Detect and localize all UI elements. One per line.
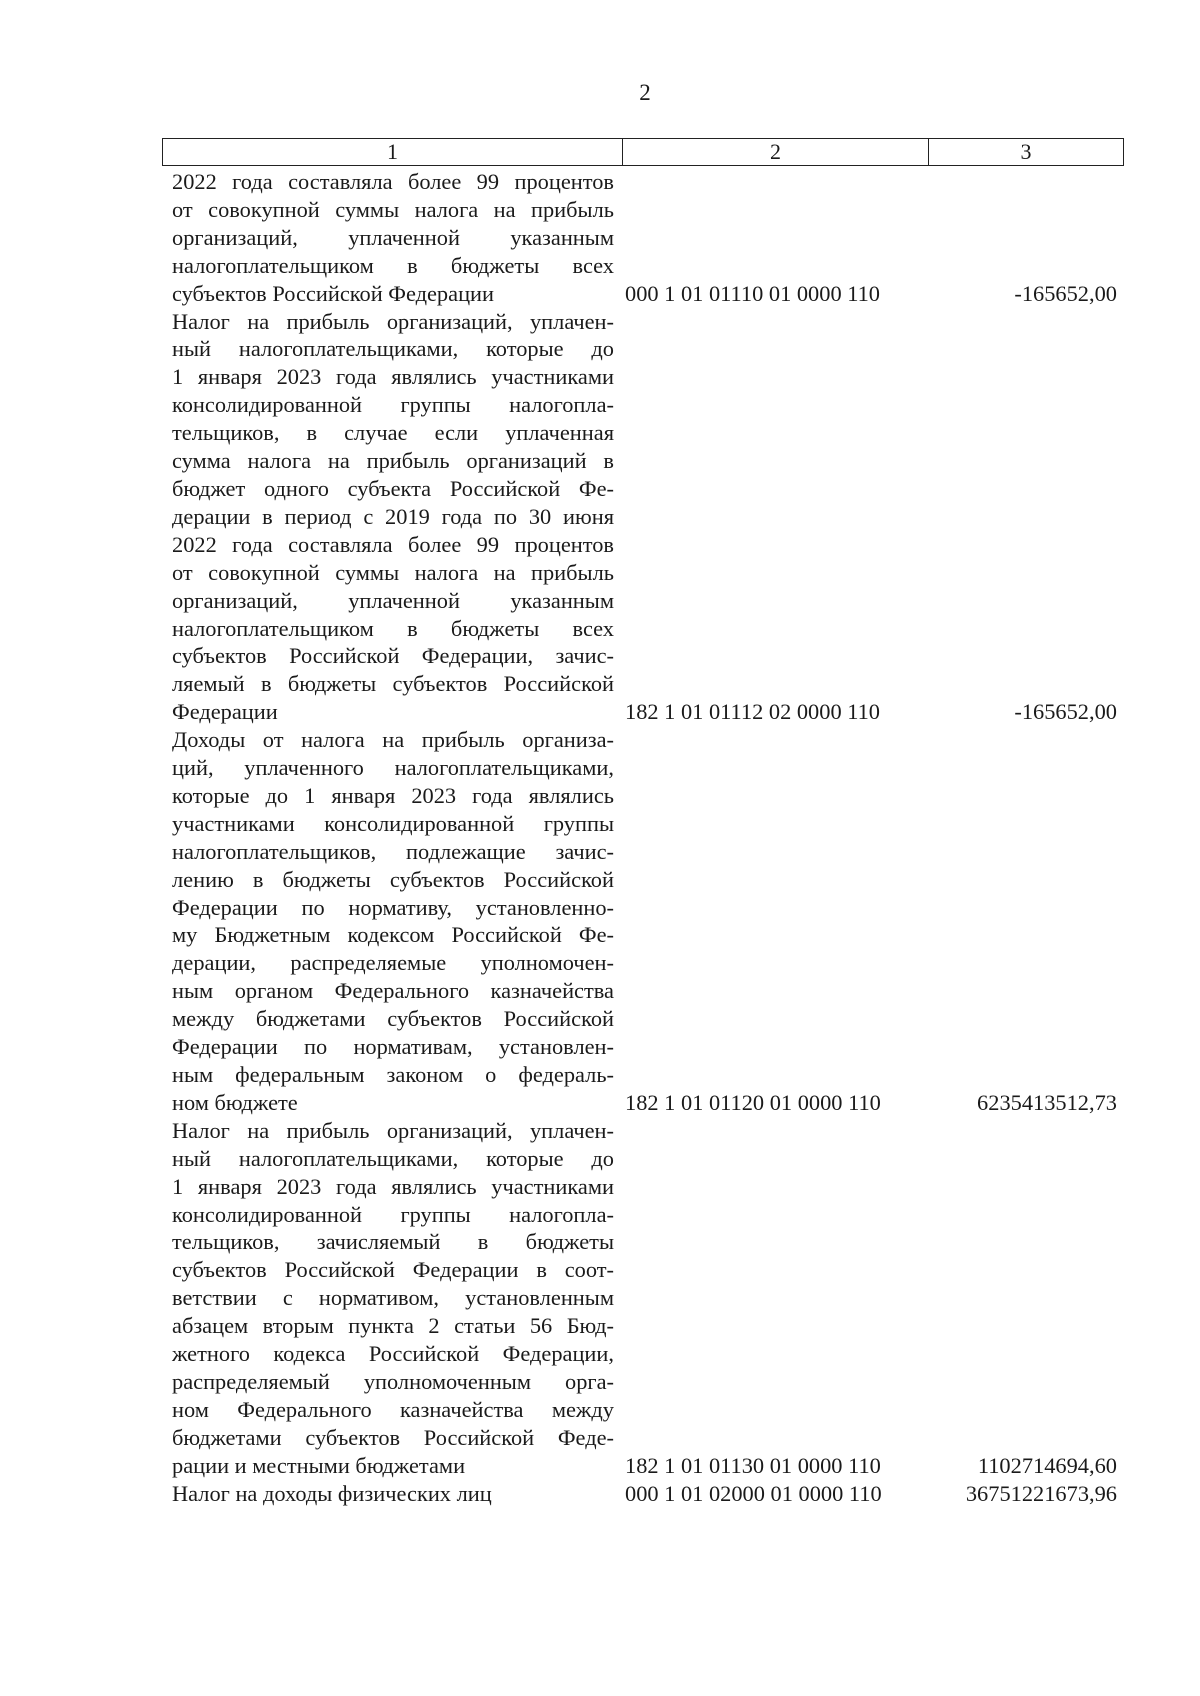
row-description (172, 1117, 614, 1480)
description-line: дерации в период с 2019 года по 30 июня (172, 503, 614, 529)
description-line: ный налогоплательщиками, которые до (172, 1145, 614, 1171)
description-line: абзацем вторым пункта 2 статьи 56 Бюд- (172, 1313, 614, 1339)
row-code: 000 1 01 02000 01 0000 110 (625, 1480, 882, 1506)
description-line: тельщиков, зачисляемый в бюджеты (172, 1229, 614, 1255)
row-code: 182 1 01 01130 01 0000 110 (625, 1452, 881, 1478)
description-line: ном бюджете (172, 1089, 298, 1115)
description-line: которые до 1 января 2023 года являлись (172, 782, 614, 808)
row-amount: 6235413512,73 (977, 1089, 1117, 1115)
description-line: тельщиков, в случае если уплаченная (172, 420, 614, 446)
row-description (172, 1480, 614, 1508)
page-number: 2 (639, 80, 651, 105)
description-line: жетного кодекса Российской Федерации, (172, 1341, 614, 1367)
description-line: 2022 года составляла более 99 процентов (172, 531, 614, 557)
row-description (172, 308, 614, 727)
description-line: му Бюджетным кодексом Российской Фе- (172, 922, 614, 948)
description-line: Налог на прибыль организаций, уплачен- (172, 308, 614, 334)
description-line: Федерации (172, 699, 278, 725)
description-line: от совокупной суммы налога на прибыль (172, 196, 614, 222)
description-line: субъектов Российской Федерации (172, 280, 495, 306)
description-line: сумма налога на прибыль организаций в (172, 448, 614, 474)
table-row (172, 1117, 1117, 1480)
description-line: налогоплательщиком в бюджеты всех (172, 252, 614, 278)
table-header-row (162, 138, 1124, 166)
table-header-col-2: 2 (623, 139, 929, 165)
description-line: субъектов Российской Федерации в соот- (172, 1257, 614, 1283)
description-line: ветствии с нормативом, установленным (172, 1285, 614, 1311)
description-line: консолидированной группы налогопла- (172, 392, 614, 418)
description-line: субъектов Российской Федерации, зачис- (172, 643, 614, 669)
description-line: дерации, распределяемые уполномочен- (172, 950, 614, 976)
description-line: 1 января 2023 года являлись участниками (172, 1173, 614, 1199)
description-line: распределяемый уполномоченным орга- (172, 1368, 614, 1394)
description-line: ный налогоплательщиками, которые до (172, 336, 614, 362)
table-row (172, 726, 1117, 1117)
table-row (172, 1480, 1117, 1508)
description-line: ным федеральным законом о федераль- (172, 1062, 614, 1087)
description-line: между бюджетами субъектов Российской (172, 1006, 614, 1032)
description-line: Федерации по нормативам, установлен- (172, 1034, 614, 1060)
description-line: Налог на прибыль организаций, уплачен- (172, 1117, 614, 1143)
description-line: ляемый в бюджеты субъектов Российской (172, 671, 614, 697)
table-header-col-1: 1 (163, 139, 623, 165)
row-description (172, 726, 614, 1117)
row-amount: 36751221673,96 (965, 1480, 1117, 1506)
description-line: бюджетами субъектов Российской Феде- (172, 1424, 614, 1450)
row-description (172, 168, 614, 308)
row-code: 182 1 01 01112 02 0000 110 (625, 699, 880, 725)
row-amount: 1102714694,60 (977, 1452, 1117, 1478)
row-amount: -165652,00 (1014, 280, 1117, 306)
table-body (172, 168, 1117, 1508)
description-line: ным органом Федерального казначейства (172, 978, 614, 1004)
description-line: Доходы от налога на прибыль организа- (172, 727, 614, 753)
description-line: Федерации по нормативу, установленно- (172, 894, 614, 920)
description-line: налогоплательщиком в бюджеты всех (172, 615, 614, 641)
description-line: 1 января 2023 года являлись участниками (172, 364, 614, 390)
description-line: ций, уплаченного налогоплательщиками, (172, 755, 614, 781)
row-code: 182 1 01 01120 01 0000 110 (625, 1089, 881, 1115)
description-line: налогоплательщиков, подлежащие зачис- (172, 838, 614, 864)
description-line: бюджет одного субъекта Российской Фе- (172, 475, 614, 501)
description-line: от совокупной суммы налога на прибыль (172, 559, 614, 585)
description-line: 2022 года составляла более 99 процентов (172, 169, 614, 194)
description-line: Налог на доходы физических лиц (172, 1480, 492, 1506)
description-line: лению в бюджеты субъектов Российской (172, 866, 614, 892)
description-line: организаций, уплаченной указанным (172, 224, 614, 250)
description-line: организаций, уплаченной указанным (172, 587, 614, 613)
table-header-col-3: 3 (1020, 139, 1032, 164)
row-code: 000 1 01 01110 01 0000 110 (625, 280, 880, 306)
description-line: рации и местными бюджетами (172, 1452, 466, 1478)
description-line: консолидированной группы налогопла- (172, 1201, 614, 1227)
description-line: ном Федерального казначейства между (172, 1396, 614, 1422)
description-line: участниками консолидированной группы (172, 810, 614, 836)
table-row (172, 308, 1117, 727)
row-amount: -165652,00 (1014, 699, 1117, 725)
table-row (172, 168, 1117, 308)
